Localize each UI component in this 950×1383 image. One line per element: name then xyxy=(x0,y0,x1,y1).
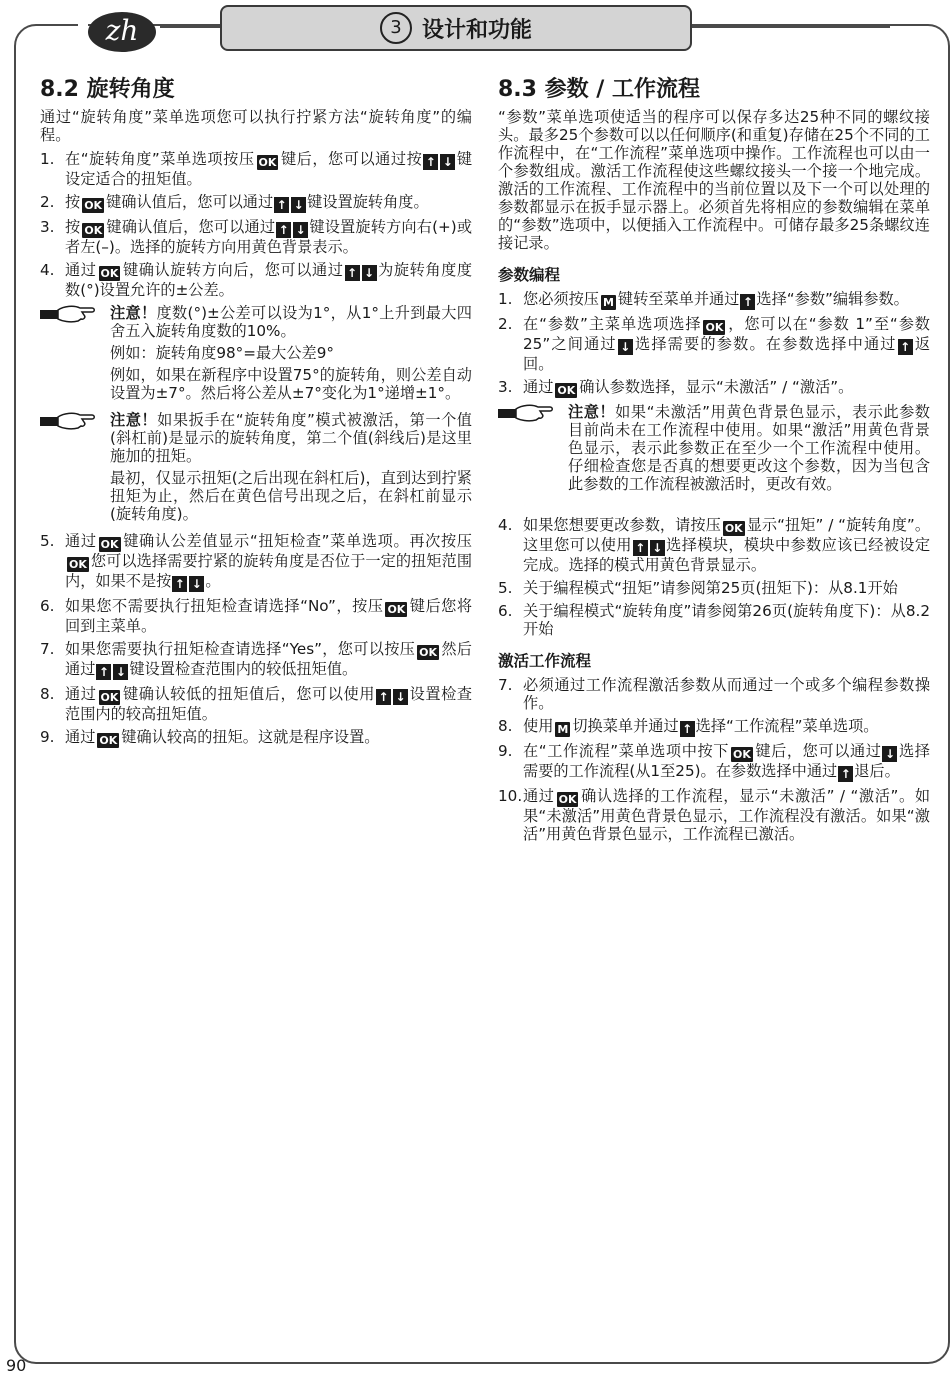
up-arrow-key-icon: ↑ xyxy=(633,540,648,556)
list-item: 8. 通过 OK 键确认较低的扭矩值后，您可以使用 ↑ ↓ 设置检查范围内的较高扭矩值。 xyxy=(40,685,473,723)
list-item: 1. 您必须按压 M 键转至菜单并通过 ↑ 选择“参数”编辑参数。 xyxy=(498,290,909,309)
list-item: 9. 在“工作流程”菜单选项中按下 OK 键后，您可以通过 ↓ 选择需要的工作流程(从1至25)。在参数选择中通过 ↑ 退后。 xyxy=(498,742,930,781)
ok-key-icon: OK xyxy=(84,224,103,237)
ok-key-icon: OK xyxy=(732,748,751,761)
list-item: 5. 通过 OK 键确认公差值显示“扭矩检查”菜单选项。再次按压OK 您可以选择需要拧紧的旋转角度是否位于一定的扭矩范围内，如果不是按 ↑ ↓ 。 xyxy=(40,532,472,591)
header-line-right xyxy=(690,26,890,28)
ok-key-icon: OK xyxy=(557,384,576,397)
chapter-number: 3 xyxy=(380,12,412,44)
chapter-title: 设计和功能 xyxy=(421,17,532,43)
up-arrow-key-icon: ↑ xyxy=(96,664,111,680)
list-item: 1. 在“旋转角度”菜单选项按压 OK 键后，您可以通过按 ↑ ↓ 键设定适合的扭矩值。 xyxy=(40,150,473,188)
ok-key-icon: OK xyxy=(558,793,577,806)
left-column xyxy=(40,76,472,753)
up-arrow-key-icon: ↑ xyxy=(898,339,913,355)
pointing-hand-icon xyxy=(498,403,568,497)
up-arrow-key-icon: ↑ xyxy=(345,265,360,281)
list-item: 2. 在“参数”主菜单选项选择 OK ，您可以在“参数 1”至“参数 25”之间通过 ↓ 选择需要的参数。在参数选择中通过 ↑ 返回。 xyxy=(498,315,931,373)
section-title: 8.2 旋转角度 xyxy=(40,77,175,102)
down-arrow-key-icon: ↓ xyxy=(618,339,633,355)
note-block: 注意！如果“未激活”用黄色背景色显示，表示此参数目前尚未在工作流程中使用。如果“激活”用黄色背景色显示，表示此参数正在至少一个工作流程中使用。仔细检查您是否真的想要更改这个参数，因为当包含此参数的工作流程被激活时，更改有效。 xyxy=(498,403,930,497)
ok-key-icon: OK xyxy=(100,267,119,280)
down-arrow-key-icon: ↓ xyxy=(393,689,408,705)
ok-key-icon: OK xyxy=(705,321,724,334)
ok-key-icon: OK xyxy=(258,156,277,169)
down-arrow-key-icon: ↓ xyxy=(440,154,455,170)
list-item: 4. 通过 OK 键确认旋转方向后，您可以通过 ↑ ↓ 为旋转角度度数(°)设置允许的±公差。 xyxy=(40,261,473,299)
list-item: 2. 按 OK 键确认值后，您可以通过 ↑ ↓ 键设置旋转角度。 xyxy=(40,193,429,212)
down-arrow-key-icon: ↓ xyxy=(189,576,204,592)
list-item: 3. 按 OK 键确认值后，您可以通过 ↑ ↓ 键设置旋转方向右(+)或者左(–)。选择的旋转方向用黄色背景表示。 xyxy=(40,218,473,256)
subsection-title: 激活工作流程 xyxy=(498,652,592,670)
subsection-title: 参数编程 xyxy=(498,266,561,284)
up-arrow-key-icon: ↑ xyxy=(680,721,695,737)
up-arrow-key-icon: ↑ xyxy=(172,576,187,592)
m-key-icon: M xyxy=(602,296,614,309)
list-item: 7. 必须通过工作流程激活参数从而通过一个或多个编程参数操作。 xyxy=(498,676,930,712)
note-block: 注意！度数(°)±公差可以设为1°，从1°上升到最大四舍五入旋转角度数的10%。 例如：旋转角度98°=最大公差9° 例如，如果在新程序中设置75°的旋转角，则公差自动设置为±7°。然后将公差从±7°变化为1°递增±1°。 xyxy=(40,304,472,406)
list-item: 6. 如果您不需要执行扭矩检查请选择“No”，按压 OK 键后您将回到主菜单。 xyxy=(40,597,472,635)
list-item: 7. 如果您需要执行扭矩检查请选择“Yes”，您可以按压 OK 然后通过 ↑ ↓ 键设置检查范围内的较低扭矩值。 xyxy=(40,640,472,679)
down-arrow-key-icon: ↓ xyxy=(882,746,897,762)
ok-key-icon: OK xyxy=(100,691,119,704)
pointing-hand-icon xyxy=(40,411,110,527)
list-item: 4. 如果您想要更改参数，请按压 OK 显示“扭矩” / “旋转角度”。这里您可以使用 ↑ ↓ 选择模块，模块中参数应该已经被设定完成。选择的模式用黄色背景显示。 xyxy=(498,516,931,574)
section-title: 8.3 参数 / 工作流程 xyxy=(498,77,700,102)
ok-key-icon: OK xyxy=(100,538,119,551)
up-arrow-key-icon: ↑ xyxy=(740,294,755,310)
m-key-icon: M xyxy=(557,723,569,736)
ok-key-icon: OK xyxy=(387,603,406,616)
list-item: 6. 关于编程模式“旋转角度”请参阅第26页(旋转角度下)：从8.2开始 xyxy=(498,602,930,638)
down-arrow-key-icon: ↓ xyxy=(291,197,306,213)
ok-key-icon: OK xyxy=(99,734,118,747)
down-arrow-key-icon: ↓ xyxy=(293,222,308,238)
down-arrow-key-icon: ↓ xyxy=(650,540,665,556)
up-arrow-key-icon: ↑ xyxy=(276,222,291,238)
chapter-tab xyxy=(220,5,692,51)
list-item: 10. 通过 OK 确认选择的工作流程，显示“未激活” / “激活”。如果“未激活”用黄色背景色显示，工作流程没有激活。如果“激活”用黄色背景色显示，工作流程已激活。 xyxy=(498,787,931,843)
section-intro: 通过“旋转角度”菜单选项您可以执行拧紧方法“旋转角度”的编程。 xyxy=(40,108,472,144)
right-column xyxy=(498,76,930,848)
list-item: 9. 通过 OK 键确认较高的扭矩。这就是程序设置。 xyxy=(40,728,380,747)
down-arrow-key-icon: ↓ xyxy=(362,265,377,281)
up-arrow-key-icon: ↑ xyxy=(274,197,289,213)
ok-key-icon: OK xyxy=(69,558,87,571)
list-item: 8. 使用 M 切换菜单并通过 ↑ 选择“工作流程”菜单选项。 xyxy=(498,717,879,736)
down-arrow-key-icon: ↓ xyxy=(113,664,128,680)
up-arrow-key-icon: ↑ xyxy=(376,689,391,705)
ok-key-icon: OK xyxy=(724,522,743,535)
language-badge: zh xyxy=(88,12,156,52)
pointing-hand-icon xyxy=(40,304,110,406)
up-arrow-key-icon: ↑ xyxy=(838,766,853,782)
header-line-left xyxy=(160,26,220,28)
list-item: 5. 关于编程模式“扭矩”请参阅第25页(扭矩下)：从8.1开始 xyxy=(498,579,898,597)
list-item: 3. 通过 OK 确认参数选择，显示“未激活” / “激活”。 xyxy=(498,378,854,397)
ok-key-icon: OK xyxy=(84,199,103,212)
page-number: 90 xyxy=(6,1356,27,1375)
ok-key-icon: OK xyxy=(419,646,438,659)
up-arrow-key-icon: ↑ xyxy=(423,154,438,170)
section-intro: “参数”菜单选项使适当的程序可以保存多达25种不同的螺纹接头。最多25个参数可以以任何顺序(和重复)存储在25个不同的工作流程中，在“工作流程”菜单选项中操作。工作流程也可以由一个参数组成。激活工作流程使这些螺纹接头一个接一个地完成。激活的工作流程、工作流程中的当前位置以及下一个可以处理的参数都显示在扳手显示器上。必须首先将相应的参数编辑在菜单的“参数”选项中，以便插入工作流程中。可储存最多25条螺纹连接记录。 xyxy=(498,108,930,252)
note-block: 注意！如果扳手在“旋转角度”模式被激活，第一个值(斜杠前)是显示的旋转角度，第二个值(斜线后)是这里施加的扭矩。 最初，仅显示扭矩(之后出现在斜杠后)，直到达到拧紧扭矩为止，然后在黄色信号出现之后，在斜杠前显示(旋转角度)。 xyxy=(40,411,472,527)
frame-gap xyxy=(78,20,88,34)
